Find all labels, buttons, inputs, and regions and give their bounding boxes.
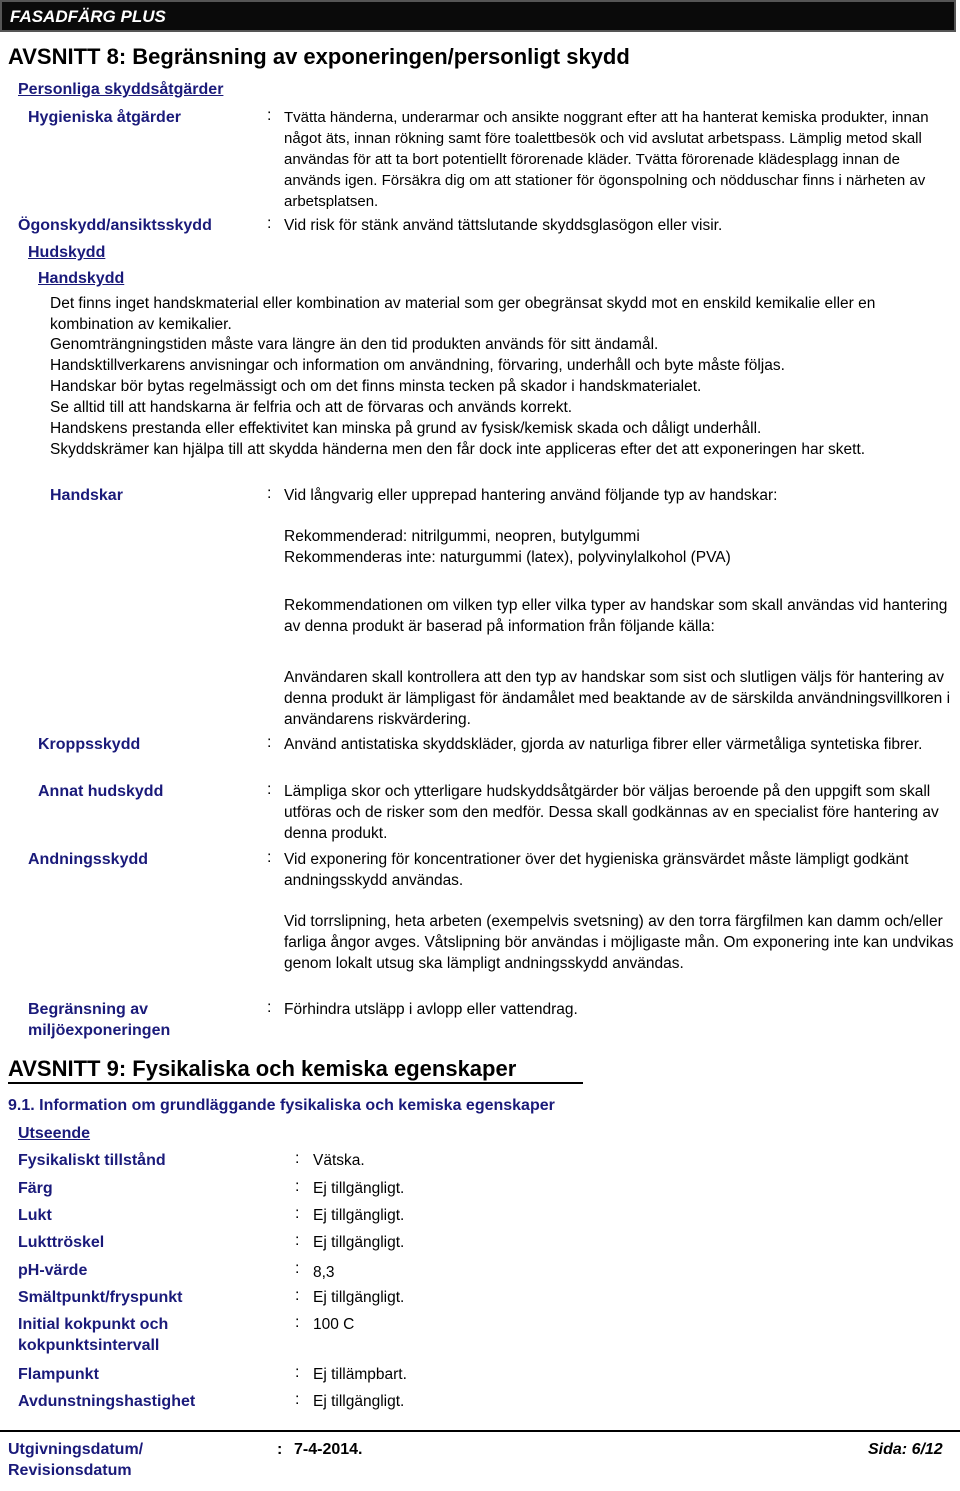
colon: :: [295, 1260, 300, 1277]
colon: :: [295, 1364, 300, 1381]
document-header: [0, 0, 956, 32]
body-protection-text: Använd antistatiska skyddskläder, gjorda av naturliga fibrer eller värmetåliga syntetiska fibrer.: [284, 736, 923, 753]
property-label: Lukt: [18, 1207, 52, 1224]
colon: :: [267, 781, 272, 798]
property-label: Fysikaliskt tillstånd: [18, 1152, 166, 1169]
colon: :: [267, 999, 272, 1016]
footer-divider: [0, 1430, 960, 1432]
colon: :: [267, 215, 272, 232]
colon: :: [295, 1178, 300, 1195]
hand-paragraph: Genomträngningstiden måste vara längre än den tid produkten används för sitt ändamål.: [50, 336, 659, 353]
property-label: Färg: [18, 1180, 53, 1197]
property-value: 100 C: [313, 1316, 355, 1333]
eye-protection-text: Vid risk för stänk använd tättslutande skyddsglasögon eller visir.: [284, 217, 723, 234]
environment-label-line1: Begränsning av: [28, 1001, 149, 1018]
hand-paragraph: Det finns inget handskmaterial eller kombination av material som ger obegränsat skydd mot en enskild kemikalie eller en kombination av kemikalier.: [50, 295, 876, 333]
page-number: Sida: 6/12: [868, 1441, 943, 1458]
gloves-user-check: Användaren skall kontrollera att den typ av handskar som sist och slutligen väljs för hantering av denna produkt är lämpligast för ändamålet med beaktande av de särskilda användningsvillkoren i användarens riskvärdering.: [284, 669, 951, 728]
property-label: Avdunstningshastighet: [18, 1393, 196, 1410]
footer-date-label-line1: Utgivningsdatum/: [8, 1441, 144, 1458]
gloves-not-recommended: Rekommenderas inte: naturgummi (latex), polyvinylalkohol (PVA): [284, 549, 731, 566]
colon: :: [295, 1287, 300, 1304]
section-8-title: AVSNITT 8: Begränsning av exponeringen/personligt skydd: [8, 44, 630, 69]
colon: :: [267, 485, 272, 502]
other-skin-label: Annat hudskydd: [38, 783, 164, 800]
gloves-label: Handskar: [50, 487, 123, 504]
footer-date-label-line2: Revisionsdatum: [8, 1462, 132, 1479]
property-value: Ej tillgängligt.: [313, 1393, 405, 1410]
gloves-source: Rekommendationen om vilken typ eller vilka typer av handskar som skall användas vid hantering av denna produkt är baserad på information från följande källa:: [284, 597, 948, 635]
colon: :: [277, 1441, 283, 1458]
property-value: Ej tillämpbart.: [313, 1366, 407, 1383]
hygiene-text: Tvätta händerna, underarmar och ansikte noggrant efter att ha hanterat kemiska produkter, innan något äts, innan rökning samt före toalettbesök och vid avslutat arbetspass. Lämplig metod skall användas för att ta bort potentiellt förorenade kläder. Tvätta förorenade klädesplagg innan de används igen. Försäkra dig om att stationer för ögonspolning och nödduschar finns i närheten av arbetsplatsen.: [284, 109, 929, 210]
colon: :: [267, 107, 272, 124]
hand-paragraph: Skyddskrämer kan hjälpa till att skydda händerna men den får dock inte appliceras efter det att exponeringen har skett.: [50, 441, 866, 458]
property-label: Smältpunkt/fryspunkt: [18, 1289, 183, 1306]
gloves-intro: Vid långvarig eller upprepad hantering använd följande typ av handskar:: [284, 487, 778, 504]
colon: :: [295, 1150, 300, 1167]
skin-protection-heading: Hudskydd: [28, 244, 106, 261]
environment-text: Förhindra utsläpp i avlopp eller vattendrag.: [284, 1001, 578, 1018]
respiratory-text-1: Vid exponering för koncentrationer över det hygieniska gränsvärdet måste lämpligt godkänt andningsskydd användas.: [284, 851, 909, 889]
other-skin-text: Lämpliga skor och ytterligare hudskyddsåtgärder bör väljas beroende på den uppgift som skall utföras och de risker som den medför. Dessa skall godkännas av en specialist före hantering av denna produkt.: [284, 783, 939, 842]
hand-paragraph: Se alltid till att handskarna är felfria och att de förvaras och används korrekt.: [50, 399, 573, 416]
hand-paragraph: Handskar bör bytas regelmässigt och om det finns minsta tecken på skador i handskmaterialet.: [50, 378, 702, 395]
property-label: pH-värde: [18, 1262, 88, 1279]
property-label: Initial kokpunkt och kokpunktsintervall: [18, 1316, 169, 1354]
section-9-title: AVSNITT 9: Fysikaliska och kemiska egenskaper: [8, 1056, 583, 1084]
body-protection-label: Kroppsskydd: [38, 736, 141, 753]
respiratory-text-2: Vid torrslipning, heta arbeten (exempelvis svetsning) av den torra färgfilmen kan damm och/eller farliga ångor avges. Våtslipning bör användas i möjligaste mån. Om exponering inte kan undvikas genom lokalt utsug ska lämpligt andningsskydd användas.: [284, 913, 954, 972]
hygiene-label: Hygieniska åtgärder: [28, 109, 181, 126]
eye-protection-label: Ögonskydd/ansiktsskydd: [18, 217, 212, 234]
appearance-heading: Utseende: [18, 1125, 91, 1142]
hand-protection-heading: Handskydd: [38, 270, 125, 287]
section-9-subtitle: 9.1. Information om grundläggande fysikaliska och kemiska egenskaper: [8, 1097, 555, 1114]
property-value: Ej tillgängligt.: [313, 1207, 405, 1224]
colon: :: [295, 1314, 300, 1331]
property-value: Vätska.: [313, 1152, 365, 1169]
product-title: FASADFÄRG PLUS: [10, 7, 166, 26]
property-value: Ej tillgängligt.: [313, 1289, 405, 1306]
property-label: Flampunkt: [18, 1366, 99, 1383]
colon: :: [267, 849, 272, 866]
hand-paragraph: Handskens prestanda eller effektivitet kan minska på grund av fysisk/kemisk skada och dåligt underhåll.: [50, 420, 762, 437]
property-label: Lukttröskel: [18, 1234, 105, 1251]
hand-paragraph: Handsktillverkarens anvisningar och information om användning, förvaring, underhåll och byte måste följas.: [50, 357, 785, 374]
personal-protection-heading: Personliga skyddsåtgärder: [18, 81, 224, 98]
colon: :: [295, 1391, 300, 1408]
property-value: Ej tillgängligt.: [313, 1180, 405, 1197]
footer-date: 7-4-2014.: [294, 1441, 363, 1458]
property-value: 8,3: [313, 1264, 335, 1281]
gloves-recommended: Rekommenderad: nitrilgummi, neopren, butylgummi: [284, 528, 640, 545]
colon: :: [295, 1205, 300, 1222]
colon: :: [295, 1232, 300, 1249]
environment-label-line2: miljöexponeringen: [28, 1022, 171, 1039]
respiratory-label: Andningsskydd: [28, 851, 149, 868]
property-value: Ej tillgängligt.: [313, 1234, 405, 1251]
colon: :: [267, 734, 272, 751]
